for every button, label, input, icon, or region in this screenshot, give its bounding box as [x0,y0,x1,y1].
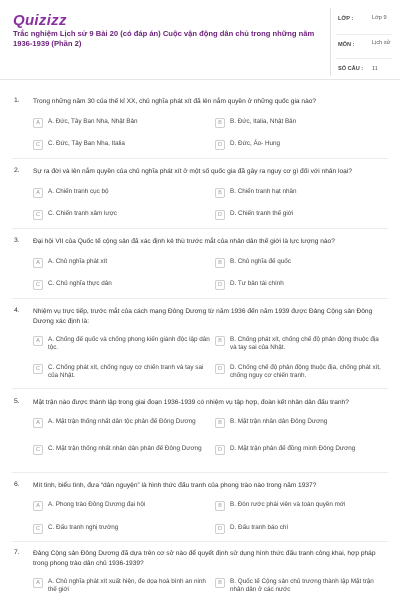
option-text: C. Đấu tranh nghị trường [48,524,119,531]
option-text: A. Đức, Tây Ban Nha, Nhật Bản [48,118,138,125]
option-text: B. Chủ nghĩa đế quốc [230,258,291,265]
option-text: B. Chiến tranh hạt nhân [230,188,297,195]
question-count-label: SỐ CÂU : [338,66,364,72]
option-text: B. Quốc tế Cộng sản chủ trương thành lập Mặt trận nhân dân ở các nước [230,578,374,594]
option-c[interactable] [33,140,193,150]
question-number: 7. [14,549,20,556]
question-text: Mít tinh, biểu tình, đưa “dân nguyện” là hình thức đấu tranh của phong trào nào trong năm 1937? [33,482,317,489]
question-separator [12,388,388,389]
option-text: B. Mặt trận nhân dân Đông Dương [230,418,328,425]
option-letter-box: A [33,188,43,198]
option-letter-box: D [215,210,225,220]
option-text: A. Phong trào Đông Dương đại hội [48,501,146,508]
subject-value: Lịch sử [372,40,391,46]
option-letter-box: A [33,501,43,511]
option-text: B. Đón rước phái viên và toàn quyền mới [230,501,346,508]
option-text: A. Mặt trận thống nhất dân tộc phản đế Đông Dương [48,418,196,425]
question-number: 1. [14,97,20,104]
question-text: Mặt trận nào được thành lập trong giai đoạn 1936-1939 có nhiệm vụ tập hợp, đoàn kết nhân dân đấu tranh? [33,399,349,406]
quizizz-logo: Quizizz [13,12,67,29]
option-text: D. Chống chế độ phản động thuộc địa, chống phát xít, chống nguy cơ chiến tranh. [230,364,381,380]
question-number: 5. [14,398,20,405]
question-separator [12,298,388,299]
question-text: Sự ra đời và lên nắm quyền của chủ nghĩa phát xít ở một số quốc gia đã gây ra nguy cơ gì đối với nhân loại? [33,168,352,175]
option-d[interactable] [215,524,387,534]
option-b[interactable] [215,501,387,511]
option-letter-box: A [33,118,43,128]
option-text: C. Chiến tranh xâm lược [48,210,117,217]
question-separator [12,472,388,473]
option-b[interactable] [215,258,385,268]
option-a[interactable] [33,258,193,268]
option-text: D. Đức, Áo- Hung [230,140,281,147]
option-a[interactable] [33,578,211,595]
option-text: C. Chống phát xít, chống nguy cơ chiến tranh và tay sai của Nhật. [48,364,204,380]
option-c[interactable] [33,210,193,220]
question-text: Đảng Cộng sản Đông Dương đã dựa trên cơ sở nào để quyết định sử dụng hình thức đấu tranh công khai, hợp pháp trong phong trào dân chủ 1936-1939? [33,550,376,567]
option-letter-box: D [215,280,225,290]
option-text: B. Chống phát xít, chống chế độ phản động thuộc địa và tay sai của Nhật. [230,336,379,352]
option-letter-box: A [33,578,43,588]
option-text: D. Tư bản tài chính [230,280,284,287]
option-letter-box: C [33,364,43,374]
option-text: B. Đức, Italia, Nhật Bản [230,118,297,125]
option-a[interactable] [33,118,193,128]
option-a[interactable] [33,336,211,353]
option-letter-box: B [215,336,225,346]
option-text: A. Chống đế quốc và chống phong kiến giành độc lập dân tộc. [48,336,210,352]
option-text: C. Chủ nghĩa thực dân [48,280,112,287]
question-number: 4. [14,307,20,314]
option-text: D. Mặt trận phản đế đồng minh Đông Dương [230,445,356,452]
option-letter-box: B [215,501,225,511]
option-b[interactable] [215,336,387,353]
option-a[interactable] [33,188,193,198]
option-letter-box: C [33,210,43,220]
option-text: C. Mặt trận thống nhất nhân dân phản đế Đông Dương [48,445,202,452]
option-text: A. Chiến tranh cục bộ [48,188,109,195]
option-d[interactable] [215,445,387,455]
option-a[interactable] [33,501,193,511]
option-d[interactable] [215,280,385,290]
option-letter-box: A [33,418,43,428]
option-letter-box: D [215,364,225,374]
question-number: 6. [14,481,20,488]
question-count-value: 11 [372,66,378,72]
option-letter-box: A [33,336,43,346]
option-a[interactable] [33,418,208,428]
question-separator [12,541,388,542]
option-d[interactable] [215,364,387,381]
option-text: D. Đấu tranh báo chí [230,524,289,531]
class-value: Lớp 9 [372,15,387,21]
option-letter-box: B [215,258,225,268]
option-letter-box: B [215,418,225,428]
option-letter-box: C [33,280,43,290]
option-letter-box: C [33,524,43,534]
question-text: Nhiệm vụ trực tiếp, trước mắt của cách mạng Đông Dương từ năm 1936 đến năm 1939 được Đảng Cộng sản Đông Dương xác định là: [33,308,373,325]
option-b[interactable] [215,418,387,428]
worksheet-header [0,0,400,80]
option-letter-box: C [33,445,43,455]
worksheet-title: Trắc nghiệm Lịch sử 9 Bài 20 (có đáp án) Cuộc vận động dân chủ trong những năm 1936-1939 (Phần 2) [13,29,315,48]
option-letter-box: B [215,188,225,198]
option-letter-box: B [215,578,225,588]
meta-separator [336,34,392,35]
option-text: A. Chủ nghĩa phát xít [48,258,108,265]
option-text: A. Chủ nghĩa phát xít xuất hiện, đe dọa hoà bình an ninh thế giới [48,578,206,594]
question-text: Trong những năm 30 của thế kỉ XX, chủ nghĩa phát xít đã lên nắm quyền ở những quốc gia nào? [33,98,317,105]
option-letter-box: D [215,445,225,455]
option-letter-box: D [215,524,225,534]
option-text: C. Đức, Tây Ban Nha, Italia [48,140,125,147]
meta-separator [336,58,392,59]
option-d[interactable] [215,140,385,150]
question-separator [12,228,388,229]
option-letter-box: A [33,258,43,268]
class-label: LỚP : [338,16,354,22]
option-c[interactable] [33,364,211,381]
option-d[interactable] [215,210,385,220]
option-c[interactable] [33,280,193,290]
question-number: 2. [14,167,20,174]
option-b[interactable] [215,118,385,128]
question-text: Đại hội VII của Quốc tế cộng sản đã xác định kẻ thù trước mắt của nhân dân thế giới là lực lượng nào? [33,238,335,245]
option-b[interactable] [215,188,385,198]
meta-divider [330,8,331,76]
option-letter-box: B [215,118,225,128]
option-text: D. Chiến tranh thế giới [230,210,294,217]
option-c[interactable] [33,445,208,455]
question-number: 3. [14,237,20,244]
option-letter-box: C [33,140,43,150]
question-separator [12,158,388,159]
option-c[interactable] [33,524,193,534]
option-b[interactable] [215,578,387,595]
option-letter-box: D [215,140,225,150]
subject-label: MÔN : [338,42,355,48]
